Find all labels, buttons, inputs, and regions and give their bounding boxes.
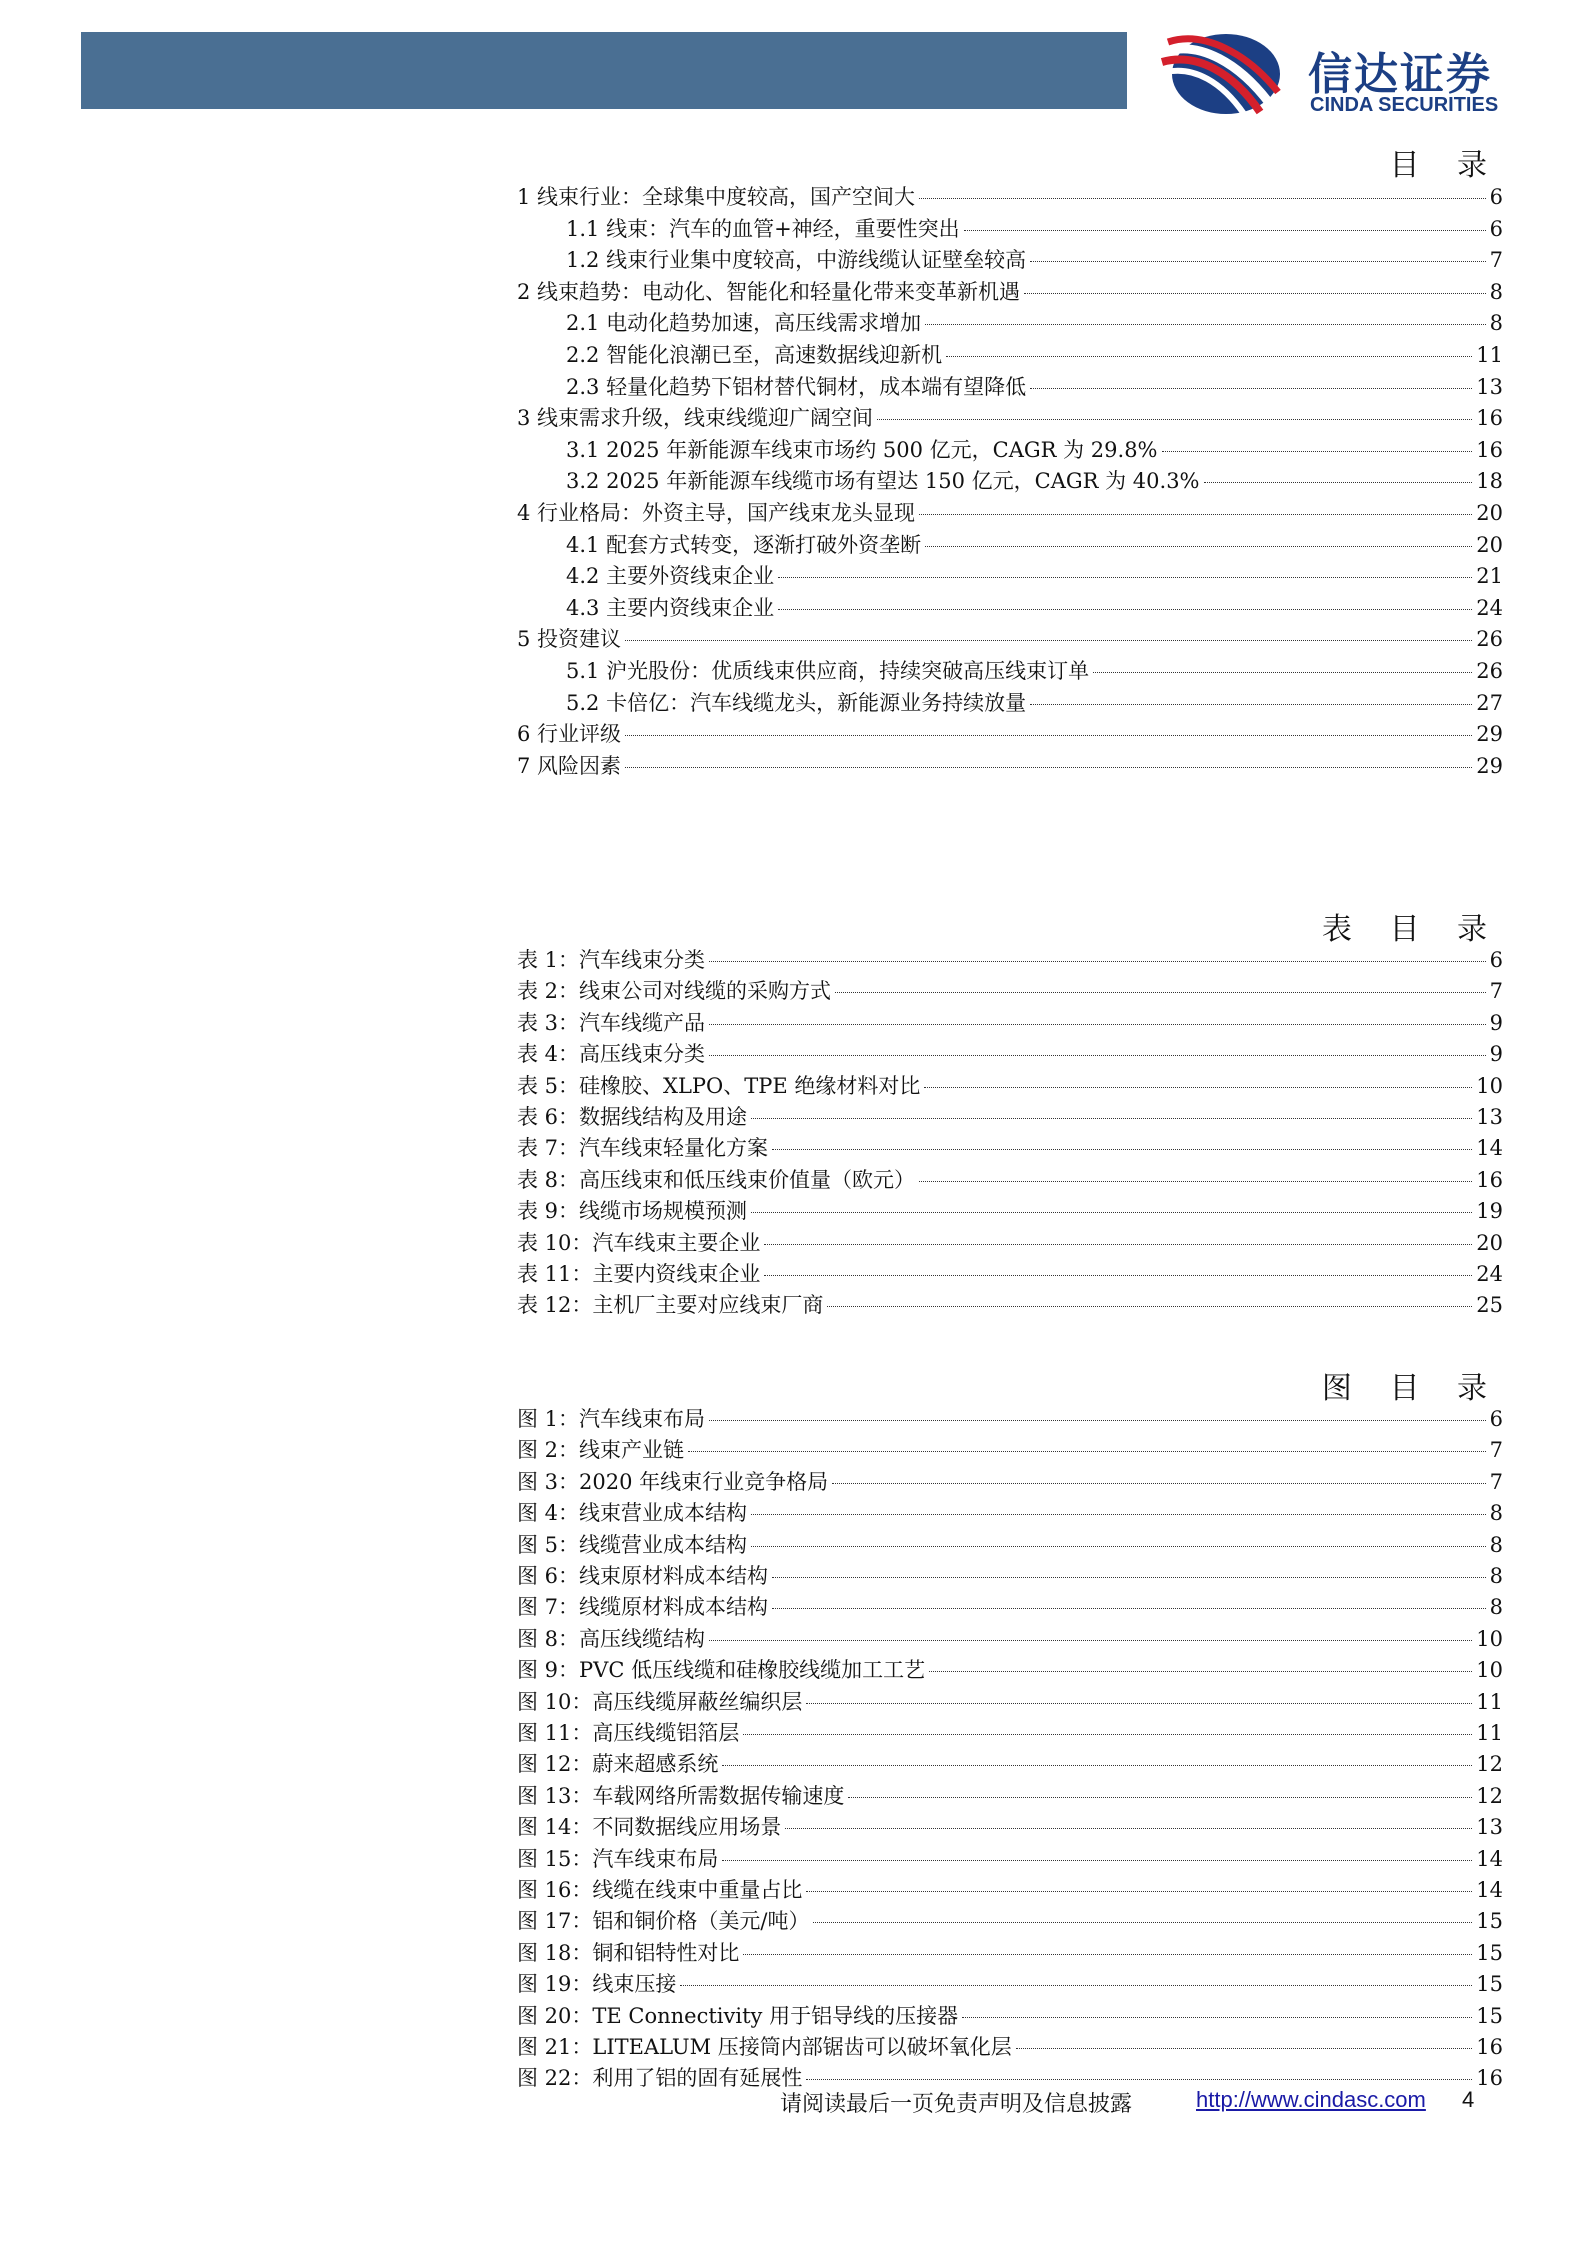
toc-entry-page: 21 (1476, 564, 1503, 589)
toc-entry-label: 4.1 配套方式转变，逐渐打破外资垄断 (566, 532, 922, 557)
figures-heading: 图 目 录 (1321, 1371, 1501, 1406)
table-entry-label: 表 1：汽车线束分类 (517, 948, 706, 972)
dot-leader (722, 1860, 1472, 1861)
figure-entry[interactable] (517, 1468, 1503, 1496)
table-entry-label: 表 9：线缆市场规模预测 (517, 1199, 748, 1224)
table-entry[interactable] (517, 1040, 1503, 1068)
figure-entry-label: 图 18：铜和铝特性对比 (517, 1940, 740, 1965)
table-entry-page: 16 (1476, 1167, 1503, 1192)
header-bar (81, 32, 1127, 109)
brand-name-en: CINDA SECURITIES (1310, 94, 1499, 116)
table-entry-page: 24 (1476, 1262, 1503, 1286)
toc-entry[interactable] (517, 246, 1503, 274)
dot-leader (722, 1765, 1472, 1766)
footer-url-link[interactable]: http://www.cindasc.com (1196, 2087, 1426, 2112)
toc-entry-page: 24 (1476, 595, 1503, 620)
table-entry[interactable] (517, 1229, 1503, 1257)
dot-leader (832, 1483, 1485, 1484)
figure-entry[interactable] (517, 1970, 1503, 1998)
toc-entry-page: 16 (1476, 437, 1503, 462)
figure-entry-page: 6 (1489, 1407, 1503, 1431)
toc-entry-label: 5.2 卡倍亿：汽车线缆龙头，新能源业务持续放量 (566, 690, 1027, 715)
table-entry[interactable] (517, 1009, 1503, 1037)
table-entry-label: 表 11：主要内资线束企业 (517, 1262, 761, 1286)
dot-leader (751, 1514, 1486, 1515)
figure-entry-page: 15 (1476, 1940, 1503, 1965)
dot-leader (764, 1275, 1472, 1276)
dot-leader (806, 1891, 1472, 1892)
figure-entry-label: 图 2：线束产业链 (517, 1438, 685, 1463)
toc-entry[interactable] (517, 404, 1503, 432)
tables-heading: 表 目 录 (1321, 912, 1501, 947)
table-entry-label: 表 6：数据线结构及用途 (517, 1105, 748, 1129)
dot-leader (764, 1244, 1472, 1245)
toc-entry-page: 11 (1476, 343, 1503, 367)
figure-entry[interactable] (517, 1656, 1503, 1684)
toc-entry-label: 2 线束趋势：电动化、智能化和轻量化带来变革新机遇 (517, 279, 1021, 304)
toc-entry[interactable] (517, 594, 1503, 622)
figure-entry[interactable] (517, 1845, 1503, 1873)
toc-entry-label: 5.1 沪光股份：优质线束供应商，持续突破高压线束订单 (566, 659, 1090, 683)
figure-entry-page: 16 (1476, 2035, 1503, 2059)
figure-entry-label: 图 13：车载网络所需数据传输速度 (517, 1783, 845, 1808)
figure-entry-page: 15 (1476, 1909, 1503, 1934)
toc-entry-label: 4.2 主要外资线束企业 (566, 564, 775, 589)
toc-heading: 目 录 (1389, 148, 1501, 183)
toc-entry-page: 29 (1476, 753, 1503, 778)
figure-entry[interactable] (517, 2002, 1503, 2030)
figure-entry-page: 14 (1476, 1878, 1503, 1902)
toc-entry-label: 4 行业格局：外资主导，国产线束龙头显现 (517, 501, 916, 525)
dot-leader (877, 419, 1472, 420)
figure-entry[interactable] (517, 1436, 1503, 1464)
dot-leader (785, 1828, 1472, 1829)
table-entry-page: 10 (1476, 1073, 1503, 1098)
figure-entry-label: 图 14：不同数据线应用场景 (517, 1815, 782, 1840)
dot-leader (1016, 2048, 1472, 2049)
toc-entry-page: 29 (1476, 722, 1503, 747)
figure-entry-label: 图 16：线缆在线束中重量占比 (517, 1878, 803, 1902)
figure-entry-label: 图 5：线缆营业成本结构 (517, 1532, 748, 1557)
dot-leader (772, 1577, 1486, 1578)
table-entry[interactable] (517, 1103, 1503, 1131)
figure-entry-label: 图 11：高压线缆铝箔层 (517, 1721, 740, 1745)
dot-leader (1030, 704, 1472, 705)
dot-leader (925, 324, 1486, 325)
toc-entry-label: 3.1 2025 年新能源车线束市场约 500 亿元，CAGR 为 29.8% (566, 437, 1158, 462)
dot-leader (835, 992, 1486, 993)
dot-leader (1030, 261, 1486, 262)
table-entry[interactable] (517, 977, 1503, 1005)
toc-entry[interactable] (517, 562, 1503, 590)
figure-entry-label: 图 1：汽车线束布局 (517, 1407, 706, 1431)
dot-leader (924, 1087, 1472, 1088)
figure-entry-page: 11 (1476, 1689, 1503, 1714)
table-entry-page: 19 (1476, 1199, 1503, 1224)
figure-entry-page: 16 (1476, 2066, 1503, 2091)
dot-leader (1162, 451, 1473, 452)
toc-entry-label: 2.1 电动化趋势加速，高压线需求增加 (566, 311, 922, 336)
table-entry-page: 6 (1489, 948, 1503, 972)
figure-entry-page: 8 (1489, 1595, 1503, 1620)
table-entry-label: 表 5：硅橡胶、XLPO、TPE 绝缘材料对比 (517, 1073, 921, 1098)
figure-entry-label: 图 22：利用了铝的固有延展性 (517, 2066, 803, 2091)
dot-leader (625, 640, 1472, 641)
cinda-logo-icon (1160, 30, 1284, 116)
dot-leader (625, 735, 1472, 736)
figure-entry-page: 10 (1476, 1658, 1503, 1683)
table-entry[interactable] (517, 1291, 1503, 1319)
toc-entry-label: 1 线束行业：全球集中度较高，国产空间大 (517, 185, 916, 209)
toc-entry-page: 6 (1489, 185, 1503, 209)
figure-entry-page: 12 (1476, 1752, 1503, 1777)
figure-entry-page: 12 (1476, 1783, 1503, 1808)
dot-leader (813, 1922, 1472, 1923)
dot-leader (925, 546, 1472, 547)
figure-entry-page: 13 (1476, 1815, 1503, 1840)
toc-entry[interactable] (517, 341, 1503, 369)
figure-entry-page: 10 (1476, 1626, 1503, 1651)
toc-entry-page: 26 (1476, 659, 1503, 683)
footer-disclaimer: 请阅读最后一页免责声明及信息披露 (780, 2092, 1133, 2117)
dot-leader (848, 1797, 1472, 1798)
dot-leader (919, 514, 1472, 515)
toc-entry[interactable] (517, 499, 1503, 527)
page-number: 4 (1462, 2087, 1475, 2112)
dot-leader (1030, 388, 1472, 389)
toc-entry[interactable] (517, 689, 1503, 717)
toc-entry-page: 27 (1476, 690, 1503, 715)
dot-leader (751, 1546, 1486, 1547)
toc-entry[interactable] (517, 625, 1503, 653)
figure-entry[interactable] (517, 1562, 1503, 1590)
dot-leader (1024, 293, 1486, 294)
toc-entry[interactable] (517, 373, 1503, 401)
toc-entry-page: 20 (1476, 532, 1503, 557)
figure-entry-page: 8 (1489, 1564, 1503, 1588)
figure-entry[interactable] (517, 2033, 1503, 2061)
toc-entry-label: 1.1 线束：汽车的血管+神经，重要性突出 (566, 216, 960, 241)
dot-leader (743, 1954, 1472, 1955)
figure-entry-page: 8 (1489, 1532, 1503, 1557)
toc-entry-label: 3 线束需求升级，线束线缆迎广阔空间 (517, 406, 874, 431)
dot-leader (751, 1212, 1472, 1213)
toc-entry-page: 26 (1476, 627, 1503, 652)
toc-entry-label: 4.3 主要内资线束企业 (566, 595, 775, 620)
figure-entry-label: 图 3：2020 年线束行业竞争格局 (517, 1469, 829, 1494)
table-entry[interactable] (517, 946, 1503, 974)
dot-leader (806, 1703, 1472, 1704)
figure-entry-label: 图 21：LITEALUM 压接筒内部锯齿可以破坏氧化层 (517, 2035, 1012, 2059)
toc-entry[interactable] (517, 467, 1503, 495)
toc-entry-label: 2.2 智能化浪潮已至，高速数据线迎新机 (566, 343, 943, 367)
toc-entry[interactable] (517, 436, 1503, 464)
figure-entry-page: 8 (1489, 1501, 1503, 1526)
toc-entry[interactable] (517, 531, 1503, 559)
dot-leader (772, 1149, 1472, 1150)
figure-entry[interactable] (517, 1531, 1503, 1559)
toc-entry-label: 6 行业评级 (517, 722, 622, 747)
toc-entry-page: 7 (1489, 248, 1503, 273)
toc-entry-label: 2.3 轻量化趋势下铝材替代铜材，成本端有望降低 (566, 374, 1027, 399)
figure-entry-label: 图 10：高压线缆屏蔽丝编织层 (517, 1689, 803, 1714)
table-entry-label: 表 8：高压线束和低压线束价值量（欧元） (517, 1167, 916, 1192)
toc-entry-label: 7 风险因素 (517, 753, 622, 778)
toc-entry[interactable] (517, 657, 1503, 685)
figure-entry-label: 图 12：蔚来超感系统 (517, 1752, 719, 1777)
dot-leader (709, 961, 1486, 962)
figure-entry[interactable] (517, 1405, 1503, 1433)
figure-entry[interactable] (517, 1593, 1503, 1621)
toc-entry[interactable] (517, 215, 1503, 243)
table-entry[interactable] (517, 1072, 1503, 1100)
figure-entry[interactable] (517, 1782, 1503, 1810)
dot-leader (709, 1055, 1486, 1056)
dot-leader (919, 198, 1486, 199)
dot-leader (1204, 482, 1473, 483)
figure-entry-label: 图 8：高压线缆结构 (517, 1626, 706, 1651)
table-entry-page: 13 (1476, 1105, 1503, 1129)
toc-entry-label: 5 投资建议 (517, 627, 622, 652)
toc-entry[interactable] (517, 309, 1503, 337)
toc-entry-page: 18 (1476, 469, 1503, 494)
figure-entry-label: 图 15：汽车线束布局 (517, 1846, 719, 1871)
table-entry-label: 表 7：汽车线束轻量化方案 (517, 1136, 769, 1161)
table-entry-page: 14 (1476, 1136, 1503, 1161)
dot-leader (751, 1118, 1472, 1119)
figure-entry-label: 图 6：线束原材料成本结构 (517, 1564, 769, 1588)
figure-entry-label: 图 9：PVC 低压线缆和硅橡胶线缆加工工艺 (517, 1658, 926, 1683)
toc-entry-label: 1.2 线束行业集中度较高，中游线缆认证壁垒较高 (566, 248, 1027, 273)
dot-leader (709, 1024, 1486, 1025)
toc-entry[interactable] (517, 278, 1503, 306)
table-entry-page: 25 (1476, 1293, 1503, 1318)
dot-leader (680, 1985, 1472, 1986)
table-entry[interactable] (517, 1260, 1503, 1288)
toc-entry-page: 6 (1489, 216, 1503, 241)
dot-leader (964, 230, 1486, 231)
dot-leader (946, 356, 1472, 357)
figure-entry-page: 15 (1476, 2003, 1503, 2028)
figure-entry[interactable] (517, 1688, 1503, 1716)
toc-entry-page: 8 (1489, 279, 1503, 304)
table-entry-label: 表 12：主机厂主要对应线束厂商 (517, 1293, 824, 1318)
dot-leader (929, 1671, 1472, 1672)
table-entry-page: 7 (1489, 979, 1503, 1004)
table-entry-label: 表 2：线束公司对线缆的采购方式 (517, 979, 832, 1004)
figure-entry-label: 图 17：铝和铜价格（美元/吨） (517, 1909, 810, 1934)
dot-leader (709, 1420, 1486, 1421)
toc-entry-label: 3.2 2025 年新能源车线缆市场有望达 150 亿元，CAGR 为 40.3% (566, 469, 1200, 494)
figure-entry[interactable] (517, 1499, 1503, 1527)
brand-name-cn: 信达证券 (1308, 49, 1492, 100)
figure-entry-page: 7 (1489, 1438, 1503, 1463)
table-entry[interactable] (517, 1134, 1503, 1162)
figure-entry[interactable] (517, 1907, 1503, 1935)
table-entry-page: 9 (1489, 1010, 1503, 1035)
figure-entry[interactable] (517, 1939, 1503, 1967)
dot-leader (688, 1451, 1486, 1452)
dot-leader (772, 1608, 1486, 1609)
figure-entry-page: 14 (1476, 1846, 1503, 1871)
figure-entry-page: 7 (1489, 1469, 1503, 1494)
toc-entry[interactable] (517, 752, 1503, 780)
toc-entry[interactable] (517, 720, 1503, 748)
dot-leader (962, 2017, 1472, 2018)
table-entry-label: 表 4：高压线束分类 (517, 1042, 706, 1067)
dot-leader (778, 577, 1472, 578)
figure-entry-label: 图 19：线束压接 (517, 1972, 677, 1997)
figure-entry[interactable] (517, 1813, 1503, 1841)
dot-leader (806, 2079, 1472, 2080)
cinda-logo (1160, 30, 1540, 120)
dot-leader (709, 1640, 1472, 1641)
dot-leader (1093, 672, 1472, 673)
dot-leader (625, 767, 1472, 768)
figure-entry[interactable] (517, 1625, 1503, 1653)
table-entry-label: 表 10：汽车线束主要企业 (517, 1230, 761, 1255)
dot-leader (743, 1734, 1472, 1735)
toc-entry-page: 20 (1476, 501, 1503, 525)
figure-entry[interactable] (517, 1876, 1503, 1904)
dot-leader (778, 609, 1472, 610)
table-entry-page: 20 (1476, 1230, 1503, 1255)
figure-entry[interactable] (517, 1719, 1503, 1747)
toc-entry-page: 8 (1489, 311, 1503, 336)
figure-entry-label: 图 7：线缆原材料成本结构 (517, 1595, 769, 1620)
dot-leader (919, 1181, 1472, 1182)
table-entry[interactable] (517, 1166, 1503, 1194)
table-entry-label: 表 3：汽车线缆产品 (517, 1010, 706, 1035)
toc-entry-page: 16 (1476, 406, 1503, 431)
toc-entry-page: 13 (1476, 374, 1503, 399)
figure-entry-label: 图 4：线束营业成本结构 (517, 1501, 748, 1526)
figure-entry-page: 15 (1476, 1972, 1503, 1997)
figure-entry-page: 11 (1476, 1721, 1503, 1745)
figure-entry[interactable] (517, 1750, 1503, 1778)
table-entry[interactable] (517, 1197, 1503, 1225)
dot-leader (827, 1306, 1472, 1307)
toc-entry[interactable] (517, 183, 1503, 211)
figure-entry-label: 图 20：TE Connectivity 用于铝导线的压接器 (517, 2003, 959, 2028)
table-entry-page: 9 (1489, 1042, 1503, 1067)
